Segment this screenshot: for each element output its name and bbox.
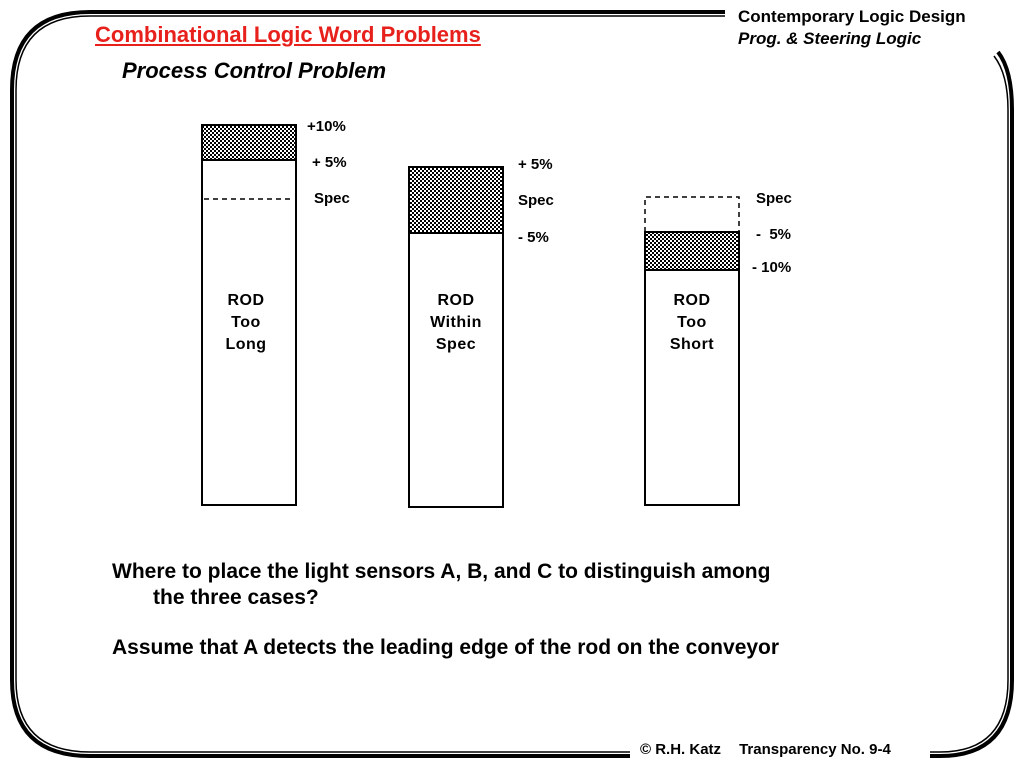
question-line-1: Where to place the light sensors A, B, and C to distinguish among xyxy=(112,560,771,583)
rod-too-long-label xyxy=(206,290,286,356)
assumption-text: Assume that A detects the leading edge of the rod on the conveyor xyxy=(112,636,780,659)
rod-within-spec-label xyxy=(414,290,498,356)
rod-within-spec-tick-plus5: + 5% xyxy=(518,156,553,173)
rod-too-short-label-line2: Too xyxy=(677,314,707,331)
rod-too-long-label-line1: ROD xyxy=(227,292,265,309)
rod-too-short-tick-minus10: - 10% xyxy=(752,259,792,276)
rod-too-short-tick-minus5: - 5% xyxy=(756,226,792,243)
rod-too-long-label-line3: Long xyxy=(225,336,267,353)
rod-within-spec-tick-minus5: - 5% xyxy=(518,229,549,246)
rod-within-spec-label-line3: Spec xyxy=(435,336,477,353)
topic-title: Prog. & Steering Logic xyxy=(738,29,922,48)
rod-too-long-label-line2: Too xyxy=(231,314,261,331)
slide-subtitle: Process Control Problem xyxy=(122,58,387,83)
slide-title: Combinational Logic Word Problems xyxy=(95,22,481,47)
course-title: Contemporary Logic Design xyxy=(738,7,966,26)
rod-too-long-tick-plus5: + 5% xyxy=(312,154,347,171)
footer-copyright: © R.H. Katz xyxy=(640,741,722,758)
rod-too-short-label xyxy=(650,290,734,356)
footer-transparency: Transparency No. 9-4 xyxy=(739,741,891,758)
question-line-2: the three cases? xyxy=(153,586,319,609)
rod-within-spec-label-line2: Within xyxy=(430,314,482,331)
rod-too-short-label-line1: ROD xyxy=(673,292,711,309)
rod-too-short-tick-spec: Spec xyxy=(756,190,792,207)
rod-too-short-label-line3: Short xyxy=(669,336,715,353)
rod-too-long-tick-plus10: +10% xyxy=(307,118,346,135)
rod-too-long-tick-spec: Spec xyxy=(314,190,350,207)
footer xyxy=(640,741,909,758)
rod-within-spec-label-line1: ROD xyxy=(437,292,475,309)
rod-within-spec-tick-spec: Spec xyxy=(518,192,554,209)
